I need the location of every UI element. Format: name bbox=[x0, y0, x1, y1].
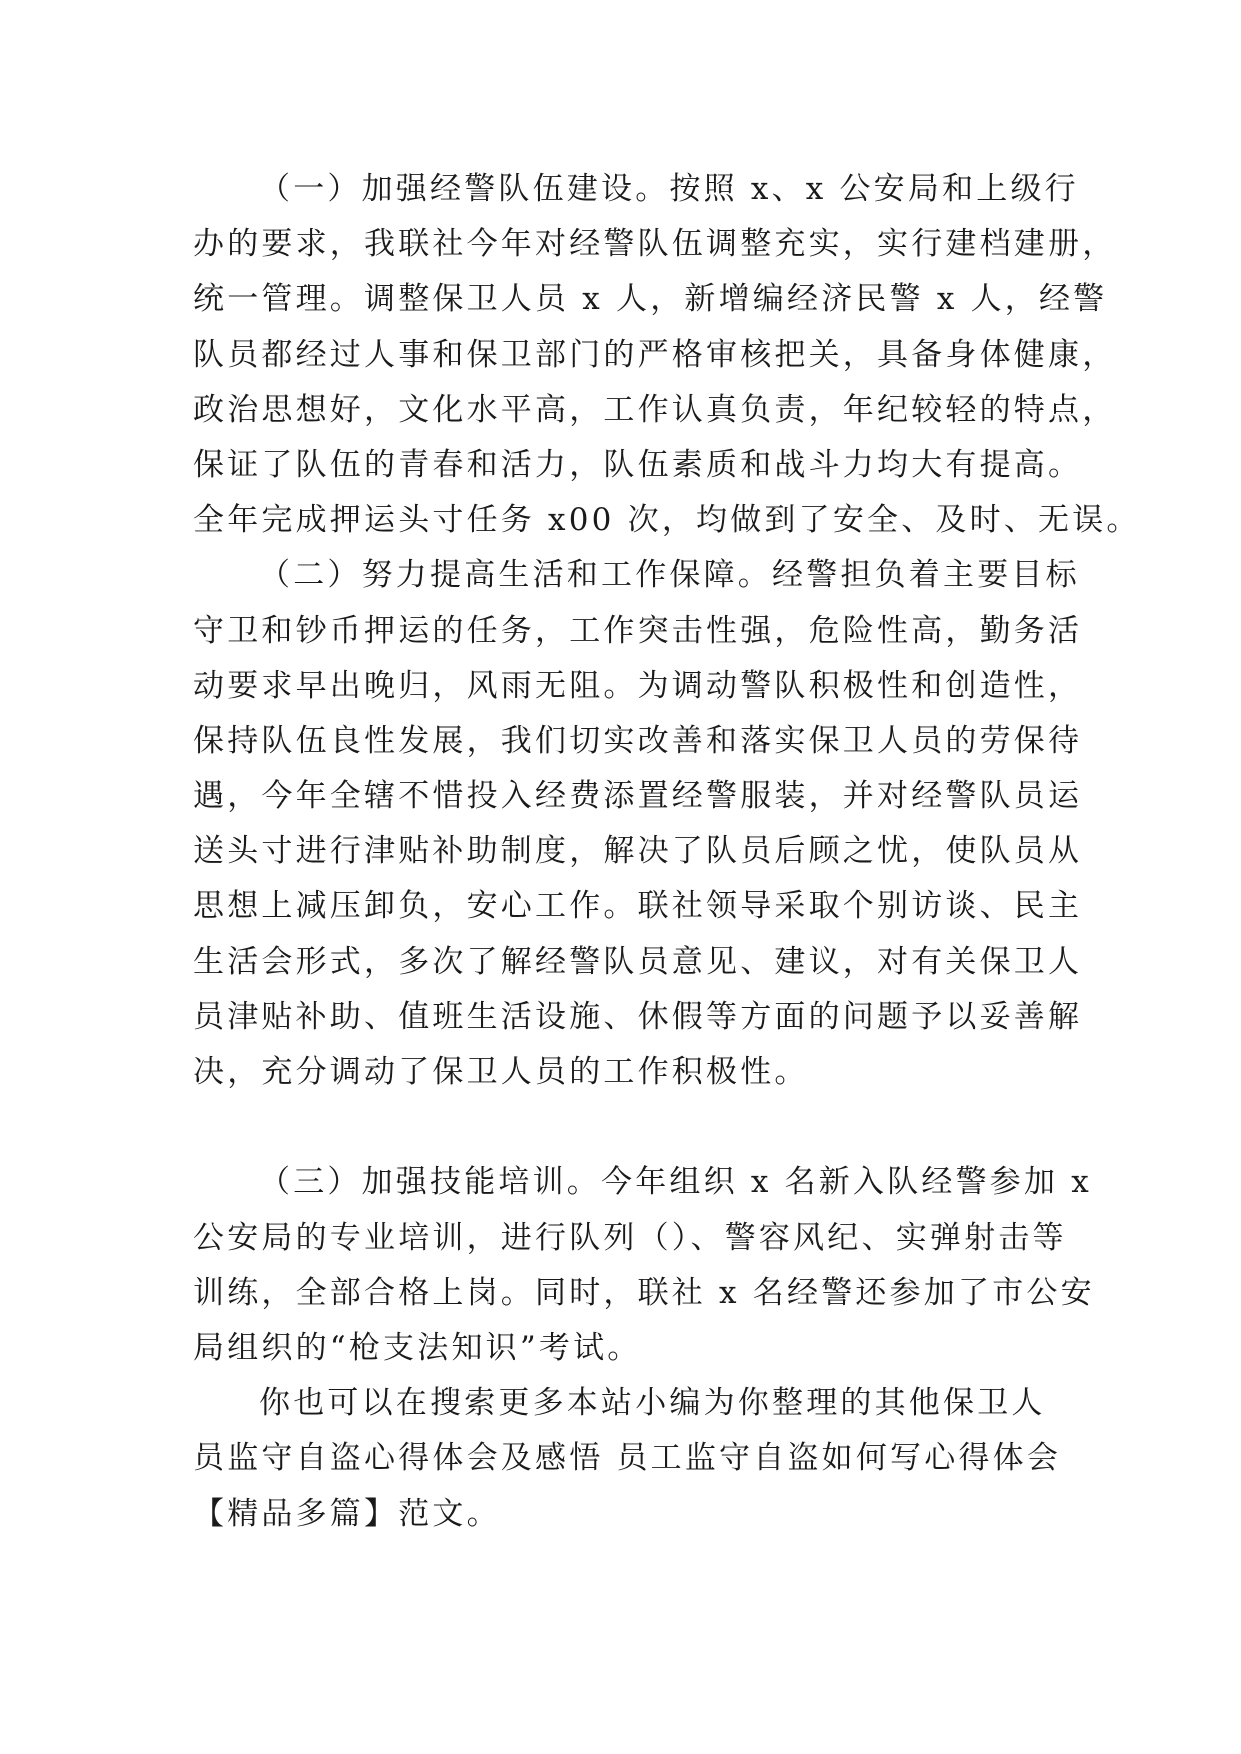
paragraph-line: 公安局的专业培训，进行队列（）、警容风纪、实弹射击等 bbox=[193, 1219, 1067, 1256]
paragraph-line: 遇，今年全辖不惜投入经费添置经警服装，并对经警队员运 bbox=[193, 778, 1083, 815]
paragraph-line: 队员都经过人事和保卫部门的严格审核把关，具备身体健康， bbox=[193, 336, 1117, 373]
paragraph-line: 办的要求，我联社今年对经警队伍调整充实，实行建档建册， bbox=[193, 226, 1117, 263]
paragraph-3 bbox=[193, 1155, 1093, 1376]
paragraph-line: （三）加强技能培训。今年组织 x 名新入队经警参加 x bbox=[259, 1164, 1092, 1201]
paragraph-line: 员津贴补助、值班生活设施、休假等方面的问题予以妥善解 bbox=[193, 998, 1083, 1035]
paragraph-line: 统一管理。调整保卫人员 x 人，新增编经济民警 x 人，经警 bbox=[193, 281, 1108, 318]
paragraph-line: 局组织的“枪支法知识”考试。 bbox=[193, 1329, 642, 1366]
paragraph-line: 保证了队伍的青春和活力，队伍素质和战斗力均大有提高。 bbox=[193, 446, 1083, 483]
paragraph-4 bbox=[193, 1376, 1093, 1542]
paragraph-line: （一）加强经警队伍建设。按照 x、x 公安局和上级行 bbox=[259, 171, 1079, 207]
document-body bbox=[193, 162, 1141, 1542]
paragraph-line: 训练，全部合格上岗。同时，联社 x 名经警还参加了市公安 bbox=[193, 1274, 1095, 1311]
paragraph-line: 政治思想好，文化水平高，工作认真负责，年纪较轻的特点， bbox=[193, 391, 1117, 428]
paragraph-line: 全年完成押运头寸任务 x00 次，均做到了安全、及时、无误。 bbox=[193, 502, 1141, 539]
paragraph-line: 生活会形式，多次了解经警队员意见、建议，对有关保卫人 bbox=[193, 943, 1083, 980]
paragraph-line bbox=[193, 1100, 1093, 1155]
paragraph-line: （二）努力提高生活和工作保障。经警担负着主要目标 bbox=[259, 557, 1080, 594]
paragraph-line: 【精品多篇】范文。 bbox=[193, 1495, 501, 1532]
paragraph-2 bbox=[193, 548, 1093, 1155]
paragraph-line: 守卫和钞币押运的任务，工作突击性强，危险性高，勤务活 bbox=[193, 612, 1083, 649]
paragraph-line: 动要求早出晚归，风雨无阻。为调动警队积极性和创造性， bbox=[193, 667, 1083, 704]
paragraph-line: 保持队伍良性发展，我们切实改善和落实保卫人员的劳保待 bbox=[193, 722, 1083, 759]
paragraph-line: 你也可以在搜索更多本站小编为你整理的其他保卫人 bbox=[259, 1385, 1046, 1422]
paragraph-line: 思想上减压卸负，安心工作。联社领导采取个别访谈、民主 bbox=[193, 888, 1083, 925]
paragraph-line: 送头寸进行津贴补助制度，解决了队员后顾之忧，使队员从 bbox=[193, 833, 1083, 870]
paragraph-line: 决，充分调动了保卫人员的工作积极性。 bbox=[193, 1054, 809, 1090]
paragraph-line: 员监守自盗心得体会及感悟 员工监守自盗如何写心得体会 bbox=[193, 1440, 1062, 1477]
paragraph-1 bbox=[193, 162, 1141, 548]
